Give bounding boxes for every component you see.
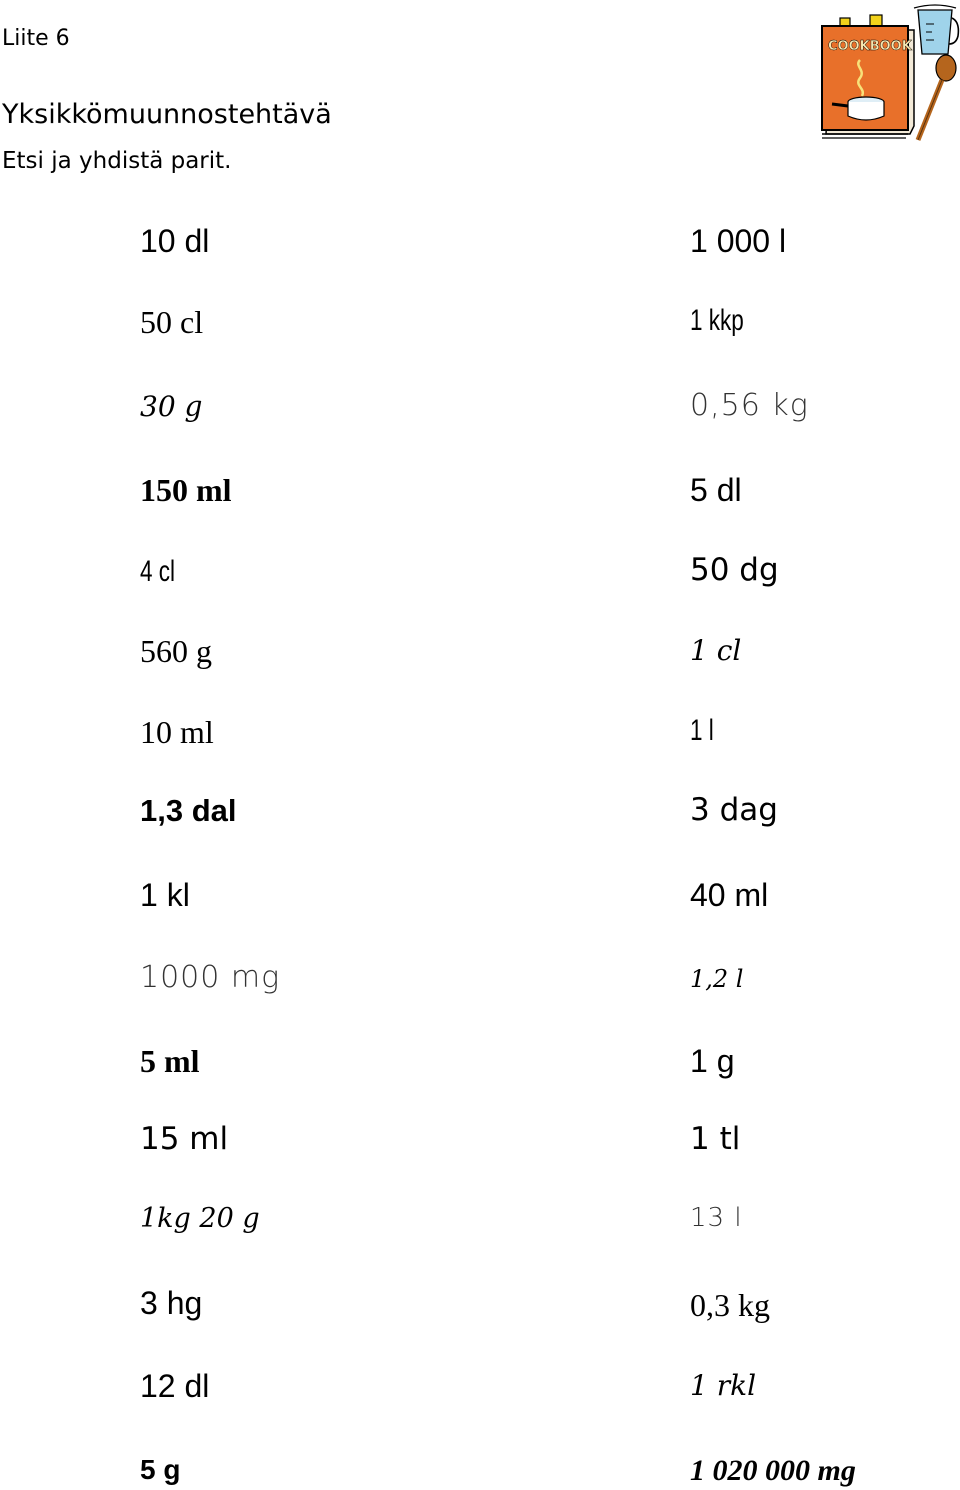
left-item: 1,3 dal — [140, 793, 237, 828]
left-item: 150 ml — [140, 472, 232, 508]
left-item: 1000 mg — [140, 960, 281, 995]
right-item: 3 dag — [690, 792, 778, 828]
left-item: 560 g — [140, 633, 212, 669]
right-item: 1 g — [690, 1043, 735, 1079]
right-item: 0,56 kg — [690, 388, 809, 423]
left-item: 5 g — [140, 1454, 181, 1485]
appendix-label: Liite 6 — [2, 26, 70, 51]
right-item: 1 l — [690, 714, 714, 747]
right-item: 1,2 l — [690, 965, 744, 993]
left-item: 1kg 20 g — [140, 1203, 260, 1234]
left-item: 1 kl — [140, 877, 190, 913]
right-item: 1 kkp — [690, 304, 744, 337]
left-item: 4 cl — [140, 555, 176, 588]
left-item: 5 ml — [140, 1043, 200, 1079]
right-item: 50 dg — [690, 552, 779, 588]
right-item: 0,3 kg — [690, 1287, 770, 1323]
right-item: 1 rkl — [690, 1369, 757, 1402]
right-item: 1 000 l — [690, 223, 787, 259]
left-item: 3 hg — [140, 1285, 203, 1321]
right-item: 5 dl — [690, 472, 742, 508]
left-item: 50 cl — [140, 304, 204, 340]
right-item: 1 cl — [690, 634, 742, 667]
cookbook-icon — [818, 0, 960, 148]
left-item: 15 ml — [140, 1121, 229, 1157]
instruction-text: Etsi ja yhdistä parit. — [2, 148, 232, 174]
left-item: 10 ml — [140, 714, 214, 750]
left-item: 30 g — [140, 390, 203, 423]
page-title: Yksikkömuunnostehtävä — [2, 99, 332, 130]
left-item: 12 dl — [140, 1368, 210, 1404]
right-item: 13 l — [690, 1203, 743, 1233]
cookbook-label: COOKBOOK — [828, 39, 912, 54]
right-item: 40 ml — [690, 877, 769, 913]
right-item: 1 020 000 mg — [690, 1454, 856, 1487]
left-item: 10 dl — [140, 223, 210, 259]
right-item: 1 tl — [690, 1121, 741, 1157]
